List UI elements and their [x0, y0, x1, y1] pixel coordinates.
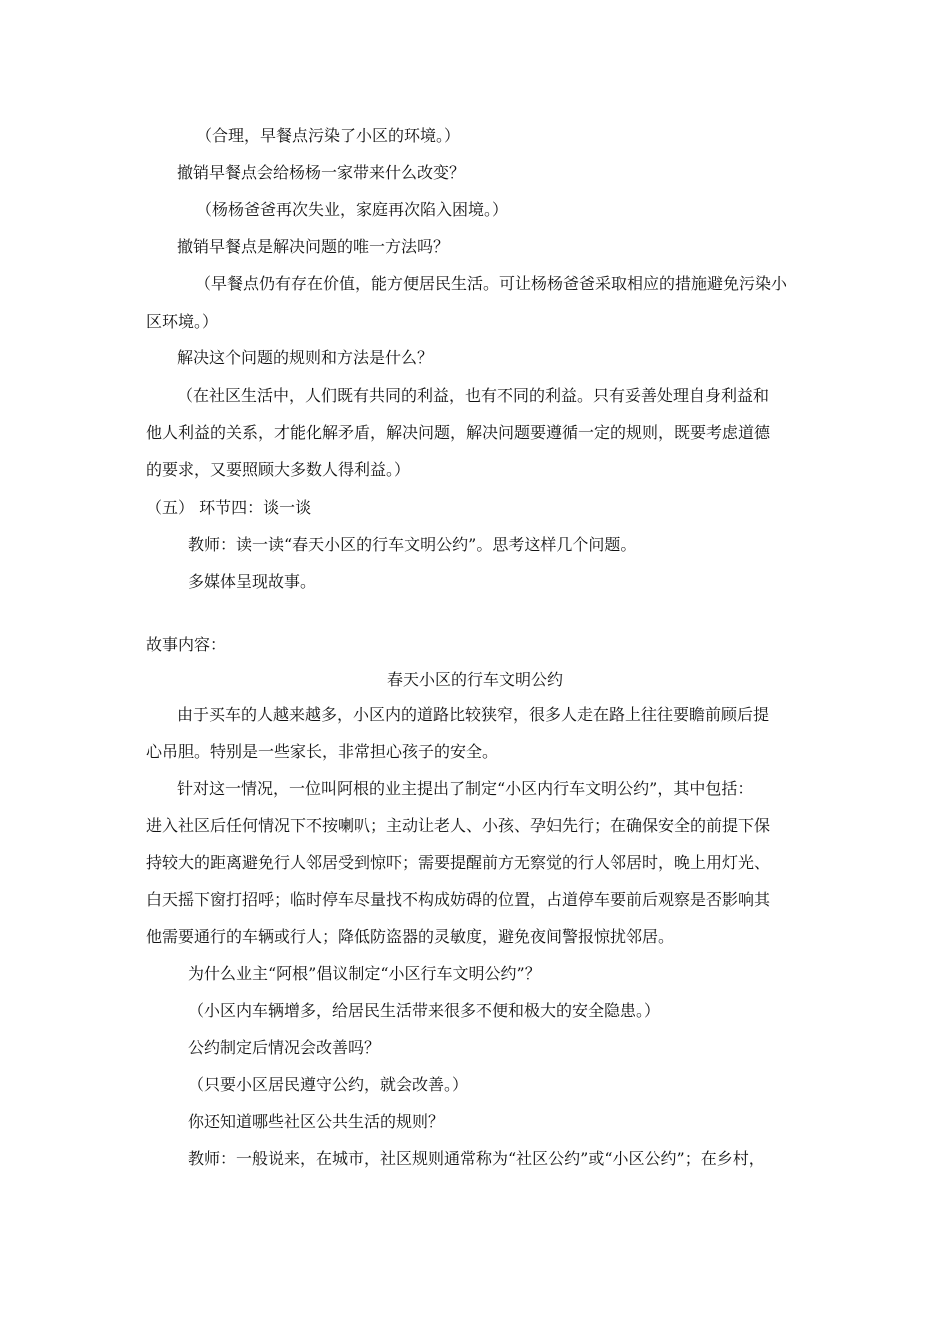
story-paragraph-line: 持较大的距离避免行人邻居受到惊吓；需要提醒前方无察觉的行人邻居时，晚上用灯光、: [146, 853, 771, 872]
teacher-line: 教师：读一读“春天小区的行车文明公约”。思考这样几个问题。: [188, 535, 637, 554]
answer-line: （小区内车辆增多，给居民生活带来很多不便和极大的安全隐患。）: [188, 1001, 661, 1020]
body-line: 多媒体呈现故事。: [188, 572, 317, 591]
question-line: 撤销早餐点是解决问题的唯一方法吗？: [177, 237, 450, 256]
story-paragraph-line: 进入社区后任何情况下不按喇叭；主动让老人、小孩、孕妇先行；在确保安全的前提下保: [146, 816, 771, 835]
story-paragraph-line: 针对这一情况，一位叫阿根的业主提出了制定“小区内行车文明公约”，其中包括：: [177, 779, 754, 798]
story-paragraph-line: 白天摇下窗打招呼；临时停车尽量找不构成妨碍的位置，占道停车要前后观察是否影响其: [146, 890, 771, 909]
teacher-line: 教师：一般说来，在城市，社区规则通常称为“社区公约”或“小区公约”；在乡村，: [188, 1149, 765, 1168]
answer-line: （杨杨爸爸再次失业，家庭再次陷入困境。）: [196, 200, 509, 219]
section-heading: （五） 环节四：谈一谈: [146, 498, 312, 517]
question-line: 撤销早餐点会给杨杨一家带来什么改变？: [177, 163, 466, 182]
story-label: 故事内容：: [146, 635, 227, 654]
answer-line-cont: 他人利益的关系，才能化解矛盾，解决问题，解决问题要遵循一定的规则，既要考虑道德: [146, 423, 771, 442]
question-line: 为什么业主“阿根”倡议制定“小区行车文明公约”？: [188, 964, 541, 983]
answer-line-cont: 的要求，又要照顾大多数人得利益。）: [146, 460, 411, 479]
answer-line: （合理，早餐点污染了小区的环境。）: [196, 126, 461, 145]
answer-line: （只要小区居民遵守公约，就会改善。）: [188, 1075, 469, 1094]
story-paragraph-line: 心吊胆。特别是一些家长，非常担心孩子的安全。: [146, 742, 499, 761]
answer-line: （在社区生活中，人们既有共同的利益，也有不同的利益。只有妥善处理自身利益和: [177, 386, 770, 405]
story-paragraph-line: 由于买车的人越来越多，小区内的道路比较狭窄，很多人走在路上往往要瞻前顾后提: [177, 705, 770, 724]
answer-line-cont: 区环境。）: [146, 312, 219, 331]
question-line: 你还知道哪些社区公共生活的规则？: [188, 1112, 445, 1131]
question-line: 公约制定后情况会改善吗？: [188, 1038, 381, 1057]
answer-line: （早餐点仍有存在价值，能方便居民生活。可让杨杨爸爸采取相应的措施避免污染小: [195, 274, 788, 293]
question-line: 解决这个问题的规则和方法是什么？: [177, 348, 434, 367]
story-title: 春天小区的行车文明公约: [386, 670, 563, 689]
story-paragraph-line: 他需要通行的车辆或行人；降低防盗器的灵敏度，避免夜间警报惊扰邻居。: [146, 927, 675, 946]
